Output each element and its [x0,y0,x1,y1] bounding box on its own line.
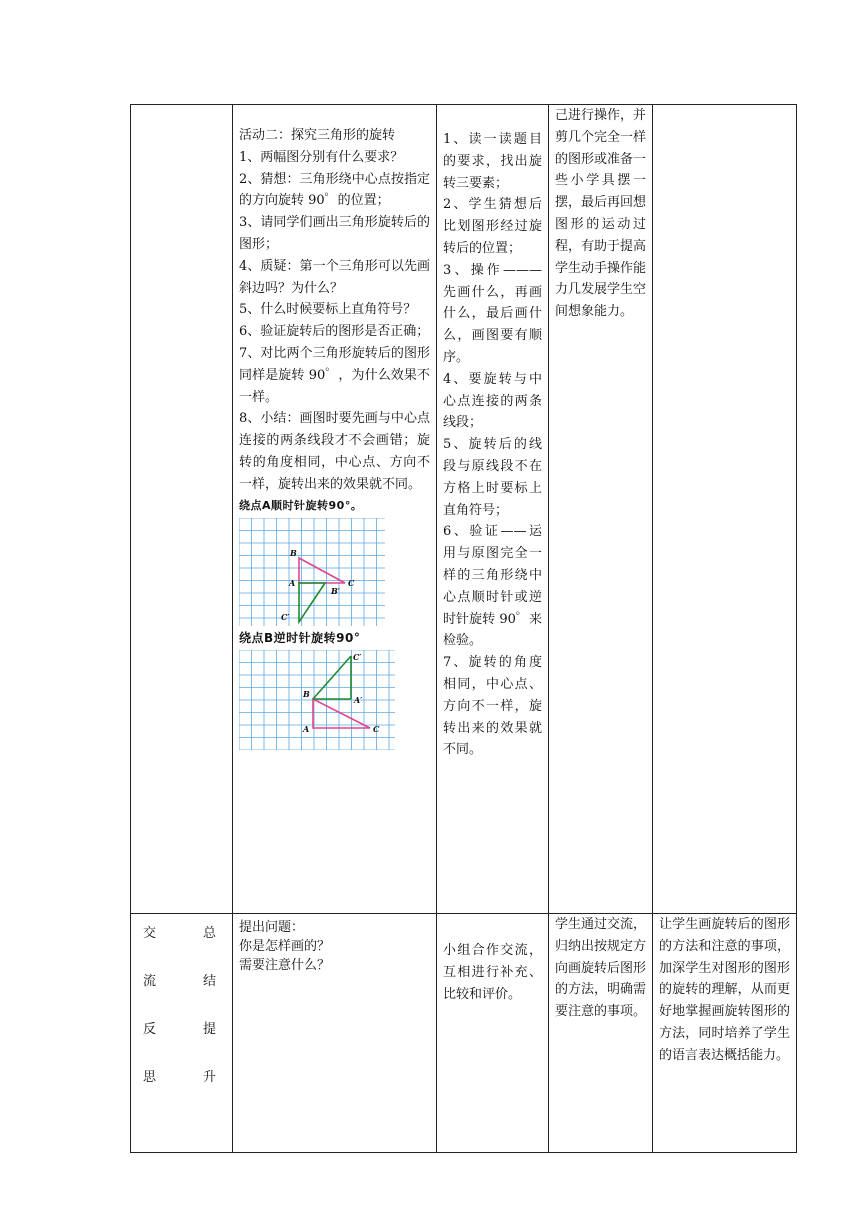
activity-line: 7、对比两个三角形旋转后的图形同样是旋转 90゜，为什么效果不一样。 [239,345,430,405]
label-a: A [289,577,296,588]
notes-text: 让学生画旋转后的图形的方法和注意的事项，加深学生对图形的图形的旋转的理解，从而更好地掌握画旋转图形的方法，同时培养了学生的语言表达概括能力。 [659,917,790,1063]
notes-cell [653,914,797,1153]
grid-background [239,650,395,750]
label-b-prime: B′ [331,585,340,596]
label-b: B [303,688,310,699]
figure2-caption: 绕点B逆时针旋转90° [239,630,361,645]
stage-cell [131,914,233,1153]
label-a-prime: A′ [354,694,363,705]
rotated-triangle [299,583,325,622]
label-b: B [290,547,297,558]
original-triangle [299,558,345,583]
stage-char: 结 [202,974,216,989]
label-a: A [303,723,310,734]
stage-char: 升 [202,1070,216,1085]
activity-line: 4、质疑：第一个三角形可以先画斜边吗？为什么？ [239,258,430,296]
activity-line: 7、旋转的角度相同，中心点、方向不一样，旋转出来的效果就不同。 [443,655,542,758]
design-intent-cell [549,105,653,914]
teacher-activity-text [239,125,430,496]
student-activity-text [443,129,542,761]
table-row [131,105,797,914]
activity-line: 2、学生猜想后比划图形经过旋转后的位置； [443,197,542,256]
student-activity-cell [437,105,549,914]
stage-char: 提 [202,1022,216,1037]
stage-line [137,924,226,972]
activity-line: 你是怎样画的？ [239,939,331,954]
activity-line: 需要注意什么？ [239,958,331,973]
stage-char: 交 [143,926,157,941]
stage-line [137,972,226,1020]
activity-line: 4、要旋转与中心点连接的两条线段； [443,371,542,431]
activity-line: 1、读一读题目的要求，找出旋转三要素； [443,132,542,191]
table-row [131,914,797,1153]
activity-line: 3、请同学们画出三角形旋转后的图形； [239,215,430,252]
student-activity-text: 小组合作交流，互相进行补充、比较和评价。 [443,943,542,1002]
stage-line [137,1020,226,1068]
label-c-prime: C′ [353,651,362,662]
activity-line: 提出问题： [239,920,305,935]
stage-label [137,924,226,1116]
figure2-rotate-counterclockwise [239,650,395,750]
stage-char: 思 [143,1070,157,1085]
activity-line: 1、两幅图分别有什么要求？ [239,149,404,165]
teacher-activity-cell [233,914,437,1153]
design-intent-text: 己进行操作，并剪几个完全一样的图形或准备一些小学具摆一摆，最后再回想图形的运动过程，有助于提高学生动手操作能力几发展学生空间想象能力。 [555,108,647,320]
label-c: C [348,577,355,588]
teacher-activity-cell [233,105,437,914]
activity-line: 8、小结：画图时要先画与中心点连接的两条线段才不会画错；旋转的角度相同，中心点、方向不一样，旋转出来的效果就不同。 [239,411,430,492]
label-c: C [373,723,380,734]
lesson-plan-table [130,104,797,1153]
notes-cell [653,105,797,914]
figure1-rotate-clockwise [239,518,385,626]
stage-line [137,1068,226,1116]
activity-line: 5、旋转后的线段与原线段不在方格上时要标上直角符号； [443,437,542,518]
grid-background [239,518,385,626]
activity-line: 5、什么时候要标上直角符号？ [239,302,417,318]
figure1-caption: 绕点A顺时针旋转90°。 [239,498,363,512]
activity-line: 2、猜想：三角形绕中心点按指定的方向旋转 90゜的位置； [239,171,430,209]
label-c-prime: C′ [281,611,290,622]
teacher-activity-text [239,918,430,975]
activity-line: 6、验证——运用与原图完全一样的三角形绕中心点顺时针或逆时针旋转 90゜来检验。 [443,524,542,649]
stage-char: 反 [143,1022,157,1037]
design-intent-cell [549,914,653,1153]
stage-char: 总 [202,926,216,941]
activity-line: 6、验证旋转后的图形是否正确； [239,324,430,340]
activity-line: 活动二：探究三角形的旋转 [239,128,396,143]
design-intent-text: 学生通过交流，归纳出按规定方向画旋转后图形的方法，明确需要注意的事项。 [555,917,647,1020]
stage-char: 流 [143,974,157,989]
stage-cell [131,105,233,914]
student-activity-cell [437,914,549,1153]
activity-line: 3、操作———先画什么，再画什么，最后画什么，画图要有顺序。 [443,262,542,365]
